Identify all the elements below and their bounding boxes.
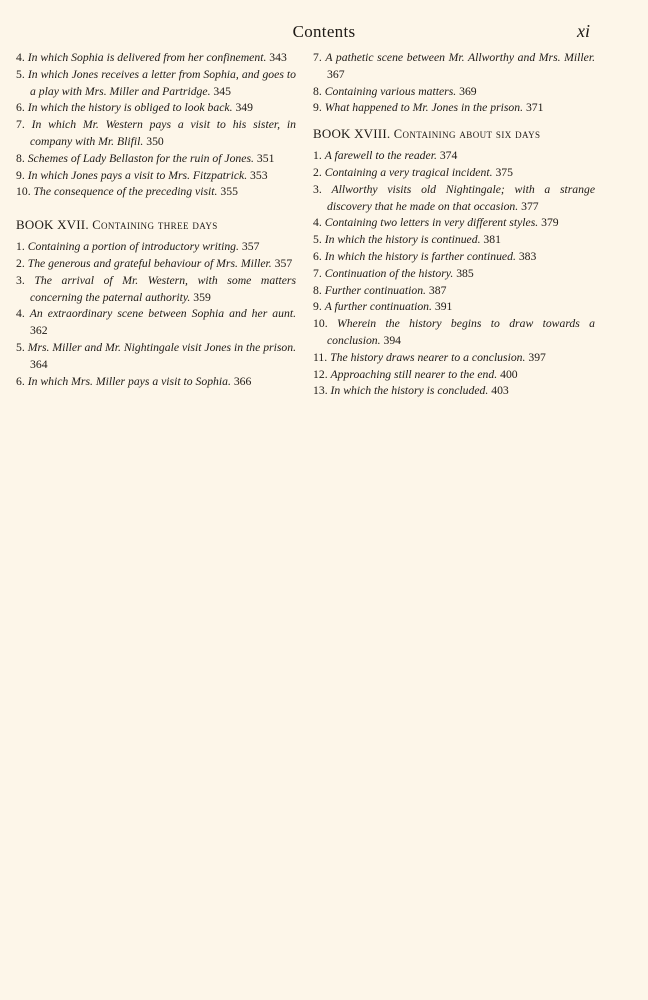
chapter-number: 9. xyxy=(16,168,25,182)
chapter-number: 9. xyxy=(313,101,322,115)
chapter-title: In which Jones pays a visit to Mrs. Fitzpatrick. xyxy=(27,168,248,182)
chapter-title: A further continuation. xyxy=(324,300,432,314)
chapter-title: The arrival of Mr. Western, with some matters concerning the paternal authority. xyxy=(30,273,296,304)
chapter-number: 7. xyxy=(313,266,322,280)
chapter-title: Wherein the history begins to draw towards a conclusion. xyxy=(327,317,596,347)
toc-entry xyxy=(16,50,296,67)
chapter-number: 8. xyxy=(313,84,322,98)
chapter-number: 2. xyxy=(16,256,25,270)
chapter-title: In which Jones receives a letter from Sophia, and goes to a play with Mrs. Miller and Partridge. xyxy=(27,67,297,98)
chapter-page-number: 357 xyxy=(274,256,293,270)
left-column xyxy=(16,50,296,390)
toc-entry xyxy=(16,273,296,307)
chapter-title: Approaching still nearer to the end. xyxy=(330,367,498,381)
toc-entry xyxy=(16,168,296,185)
chapter-page-number: 343 xyxy=(269,51,287,64)
chapter-page-number: 379 xyxy=(541,216,559,230)
toc-entry xyxy=(16,184,296,201)
chapter-title: In which Sophia is delivered from her confinement. xyxy=(27,51,267,64)
chapter-number: 5. xyxy=(16,340,25,354)
page-title: Contents xyxy=(292,22,356,41)
toc-entry xyxy=(313,316,595,350)
chapter-title: Continuation of the history. xyxy=(324,266,454,280)
chapter-number: 8. xyxy=(16,151,25,165)
toc-entry xyxy=(16,117,296,151)
chapter-number: 13. xyxy=(313,384,328,398)
toc-entry xyxy=(313,84,595,101)
chapter-page-number: 391 xyxy=(434,300,453,314)
chapter-title: Mrs. Miller and Mr. Nightingale visit Jones in the prison. xyxy=(27,340,296,354)
chapter-number: 10. xyxy=(16,185,31,199)
chapter-page-number: 355 xyxy=(220,185,238,199)
chapter-page-number: 349 xyxy=(235,101,253,115)
chapter-number: 1. xyxy=(16,240,25,254)
chapter-page-number: 375 xyxy=(495,165,513,179)
chapter-number: 7. xyxy=(16,118,25,132)
chapter-title: A farewell to the reader. xyxy=(324,149,437,163)
chapter-title: A pathetic scene between Mr. Allworthy and Mrs. Miller. xyxy=(325,51,595,64)
chapter-number: 5. xyxy=(313,233,322,247)
book-heading-xviii xyxy=(313,126,595,142)
toc-section-book17-continued xyxy=(313,50,595,117)
toc-section-book17 xyxy=(16,239,296,390)
chapter-page-number: 364 xyxy=(30,357,48,371)
chapter-page-number: 394 xyxy=(383,333,402,347)
chapter-title: In which the history is concluded. xyxy=(330,384,489,398)
toc-entry xyxy=(313,148,595,165)
page-number: xi xyxy=(577,21,590,41)
chapter-title: Containing a very tragical incident. xyxy=(324,165,493,179)
chapter-page-number: 367 xyxy=(327,67,345,81)
toc-entry xyxy=(313,232,595,249)
chapter-page-number: 397 xyxy=(528,350,546,364)
chapter-number: 12. xyxy=(313,367,328,381)
chapter-number: 5. xyxy=(16,67,25,81)
chapter-title: In which Mr. Western pays a visit to his sister, in company with Mr. Blifil. xyxy=(30,118,296,148)
chapter-title: The generous and grateful behaviour of Mrs. Miller. xyxy=(27,256,272,270)
toc-entry xyxy=(16,374,296,391)
toc-entry xyxy=(313,299,595,316)
chapter-page-number: 357 xyxy=(241,240,260,254)
chapter-page-number: 345 xyxy=(213,84,231,98)
toc-entry xyxy=(313,182,595,216)
chapter-number: 1. xyxy=(313,149,322,163)
toc-entry xyxy=(313,383,595,400)
toc-entry xyxy=(313,283,595,300)
chapter-page-number: 400 xyxy=(500,367,518,381)
book-heading-xvii xyxy=(16,217,296,233)
chapter-page-number: 371 xyxy=(525,101,544,115)
toc-entry xyxy=(16,100,296,117)
chapter-page-number: 381 xyxy=(483,233,501,247)
chapter-page-number: 403 xyxy=(491,384,509,398)
toc-section-book18 xyxy=(313,148,595,400)
toc-entry xyxy=(16,239,296,256)
chapter-title: An extraordinary scene between Sophia and her aunt. xyxy=(29,307,296,321)
chapter-number: 4. xyxy=(16,51,25,64)
chapter-page-number: 350 xyxy=(146,134,164,148)
chapter-title: Containing a portion of introductory writing. xyxy=(27,240,239,254)
toc-entry xyxy=(313,350,595,367)
chapter-title: The history draws nearer to a conclusion. xyxy=(330,350,526,364)
toc-entry xyxy=(313,50,595,84)
chapter-number: 9. xyxy=(313,300,322,314)
toc-entry xyxy=(313,165,595,182)
chapter-page-number: 351 xyxy=(256,151,275,165)
chapter-title: In which the history is farther continued. xyxy=(324,249,516,263)
chapter-title: Further continuation. xyxy=(324,283,426,297)
chapter-number: 6. xyxy=(16,101,25,115)
chapter-title: The consequence of the preceding visit. xyxy=(33,185,218,199)
toc-entry xyxy=(313,367,595,384)
chapter-page-number: 385 xyxy=(456,266,474,280)
right-column xyxy=(313,50,595,400)
chapter-number: 8. xyxy=(313,283,322,297)
chapter-number: 4. xyxy=(313,216,322,230)
toc-entry xyxy=(16,340,296,374)
book-label: BOOK XVIII. xyxy=(313,126,391,142)
toc-entry xyxy=(16,67,296,101)
chapter-page-number: 377 xyxy=(521,199,539,213)
chapter-number: 3. xyxy=(16,273,25,287)
chapter-number: 6. xyxy=(313,249,322,263)
chapter-page-number: 387 xyxy=(428,283,447,297)
chapter-page-number: 369 xyxy=(459,84,477,98)
toc-entry xyxy=(16,306,296,340)
chapter-number: 4. xyxy=(16,307,25,321)
toc-entry xyxy=(313,266,595,283)
chapter-title: In which the history is continued. xyxy=(324,233,481,247)
chapter-number: 10. xyxy=(313,317,328,331)
toc-entry xyxy=(313,249,595,266)
chapter-number: 6. xyxy=(16,374,25,388)
chapter-number: 11. xyxy=(313,350,328,364)
book-subtitle: Containing three days xyxy=(92,218,218,233)
chapter-page-number: 383 xyxy=(518,249,537,263)
toc-entry xyxy=(16,151,296,168)
chapter-title: In which the history is obliged to look back. xyxy=(27,101,233,115)
chapter-number: 3. xyxy=(313,182,322,196)
chapter-page-number: 374 xyxy=(439,149,458,163)
toc-section-book16-continued xyxy=(16,50,296,201)
chapter-page-number: 366 xyxy=(233,374,252,388)
chapter-title: What happened to Mr. Jones in the prison. xyxy=(324,101,524,115)
chapter-title: Containing various matters. xyxy=(324,84,457,98)
chapter-title: Allworthy visits old Nightingale; with a strange discovery that he made on that occasion. xyxy=(327,182,596,213)
toc-entry xyxy=(313,215,595,232)
chapter-page-number: 353 xyxy=(250,168,268,182)
toc-entry xyxy=(313,100,595,117)
chapter-page-number: 359 xyxy=(193,290,211,304)
toc-entry xyxy=(16,256,296,273)
chapter-number: 7. xyxy=(313,51,322,64)
chapter-title: In which Mrs. Miller pays a visit to Sophia. xyxy=(27,374,231,388)
book-subtitle: Containing about six days xyxy=(393,127,541,142)
book-label: BOOK XVII. xyxy=(16,217,89,233)
chapter-number: 2. xyxy=(313,165,322,179)
chapter-page-number: 362 xyxy=(30,324,48,338)
chapter-title: Containing two letters in very different styles. xyxy=(324,216,539,230)
chapter-title: Schemes of Lady Bellaston for the ruin of Jones. xyxy=(27,151,254,165)
